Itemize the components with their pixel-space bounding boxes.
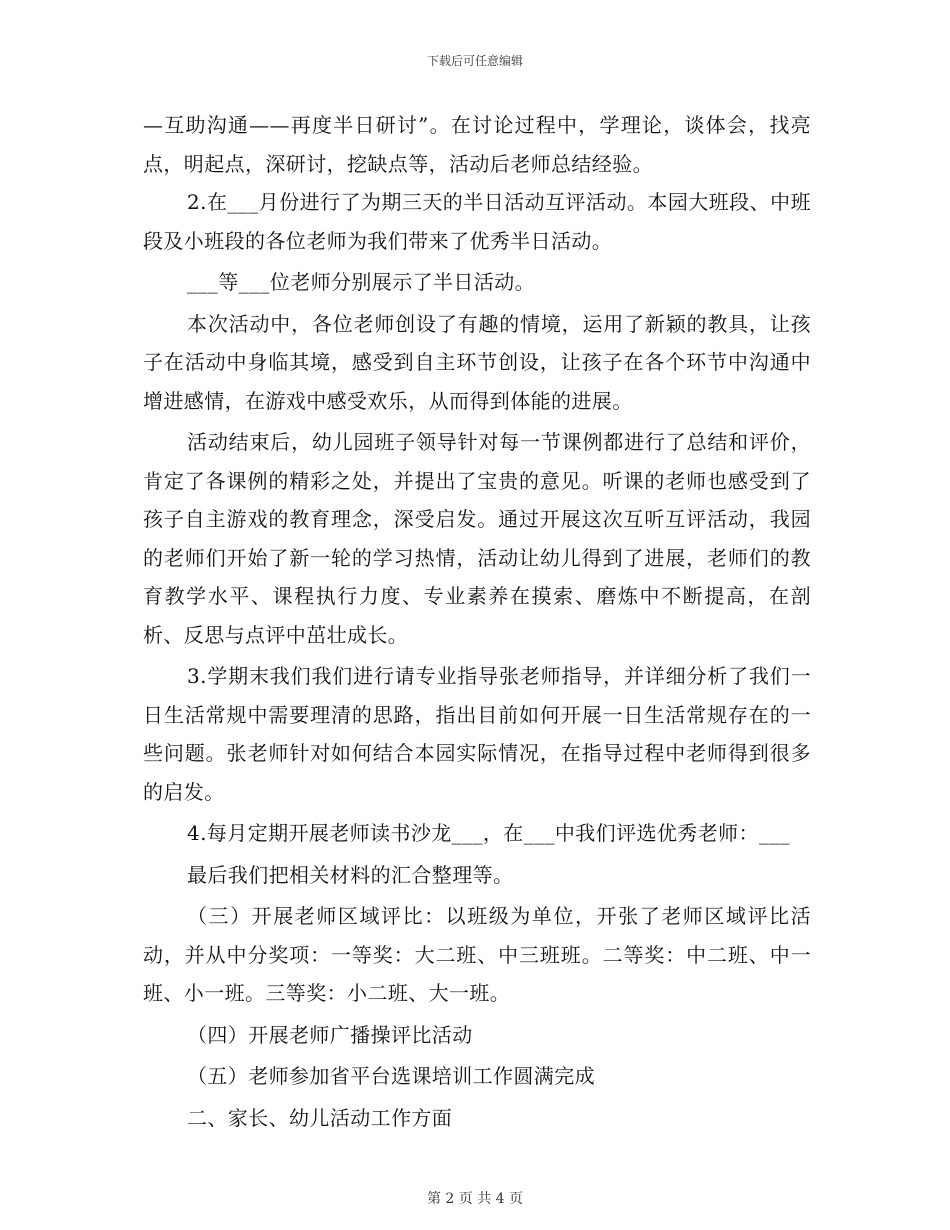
paragraph-section-4: （四）开展老师广播操评比活动	[187, 1022, 473, 1047]
section-heading-parents-children: 二、家长、幼儿活动工作方面	[187, 1105, 453, 1130]
paragraph-presenters: ___等___位老师分别展示了半日活动。	[187, 270, 535, 294]
paragraph-activity-summary: 活动结束后，幼儿园班子领导针对每一节课例都进行了总结和评价，肯定了各课例的精彩之处，并提出了宝贵的意见。听课的老师也感受到了孩子自主游戏的教育理念，深受启发。通过开展这次互听互评活动，我园的老师们开始了新一轮的学习热情，活动让幼儿得到了进展，老师们的教育教学水平、课程执行力度、专业素养在摸索、磨炼中不断提高，在剖析、反思与点评中茁壮成长。	[143, 430, 811, 647]
page-header: 下载后可任意编辑	[426, 54, 523, 68]
paragraph-section-3: （三）开展老师区域评比：以班级为单位，开张了老师区域评比活动，并从中分奖项：一等奖：大二班、中三班班。二等奖：中二班、中一班、小一班。三等奖：小二班、大一班。	[143, 904, 811, 1005]
paragraph-item-3: 3.学期末我们我们进行请专业指导张老师指导，并详细分析了我们一日生活常规中需要理清的思路，指出目前如何开展一日生活常规存在的一些问题。张老师针对如何结合本园实际情况，在指导过程中老师得到很多的启发。	[143, 664, 811, 804]
paragraph-materials: 最后我们把相关材料的汇合整理等。	[187, 862, 514, 887]
paragraph-item-4: 4.每月定期开展老师读书沙龙___，在___中我们评选优秀老师：___	[187, 821, 791, 845]
document-body	[143, 106, 811, 1137]
paragraph-section-5: （五）老师参加省平台选课培训工作圆满完成	[187, 1064, 595, 1088]
page-footer: 第 2 页 共 4 页	[426, 1191, 524, 1207]
paragraph-item-2: 2.在___月份进行了为期三天的半日活动互评活动。本园大班段、中班段及小班段的各位老师为我们带来了优秀半日活动。	[143, 190, 811, 253]
paragraph-continuation: —互助沟通——再度半日研讨”。在讨论过程中，学理论，谈体会，找亮点，明起点，深研讨，挖缺点等，活动后老师总结经验。	[143, 113, 811, 176]
paragraph-activity-description: 本次活动中，各位老师创设了有趣的情境，运用了新颖的教具，让孩子在活动中身临其境，感受到自主环节创设，让孩子在各个环节中沟通中增进感情，在游戏中感受欢乐，从而得到体能的进展。	[143, 311, 811, 413]
